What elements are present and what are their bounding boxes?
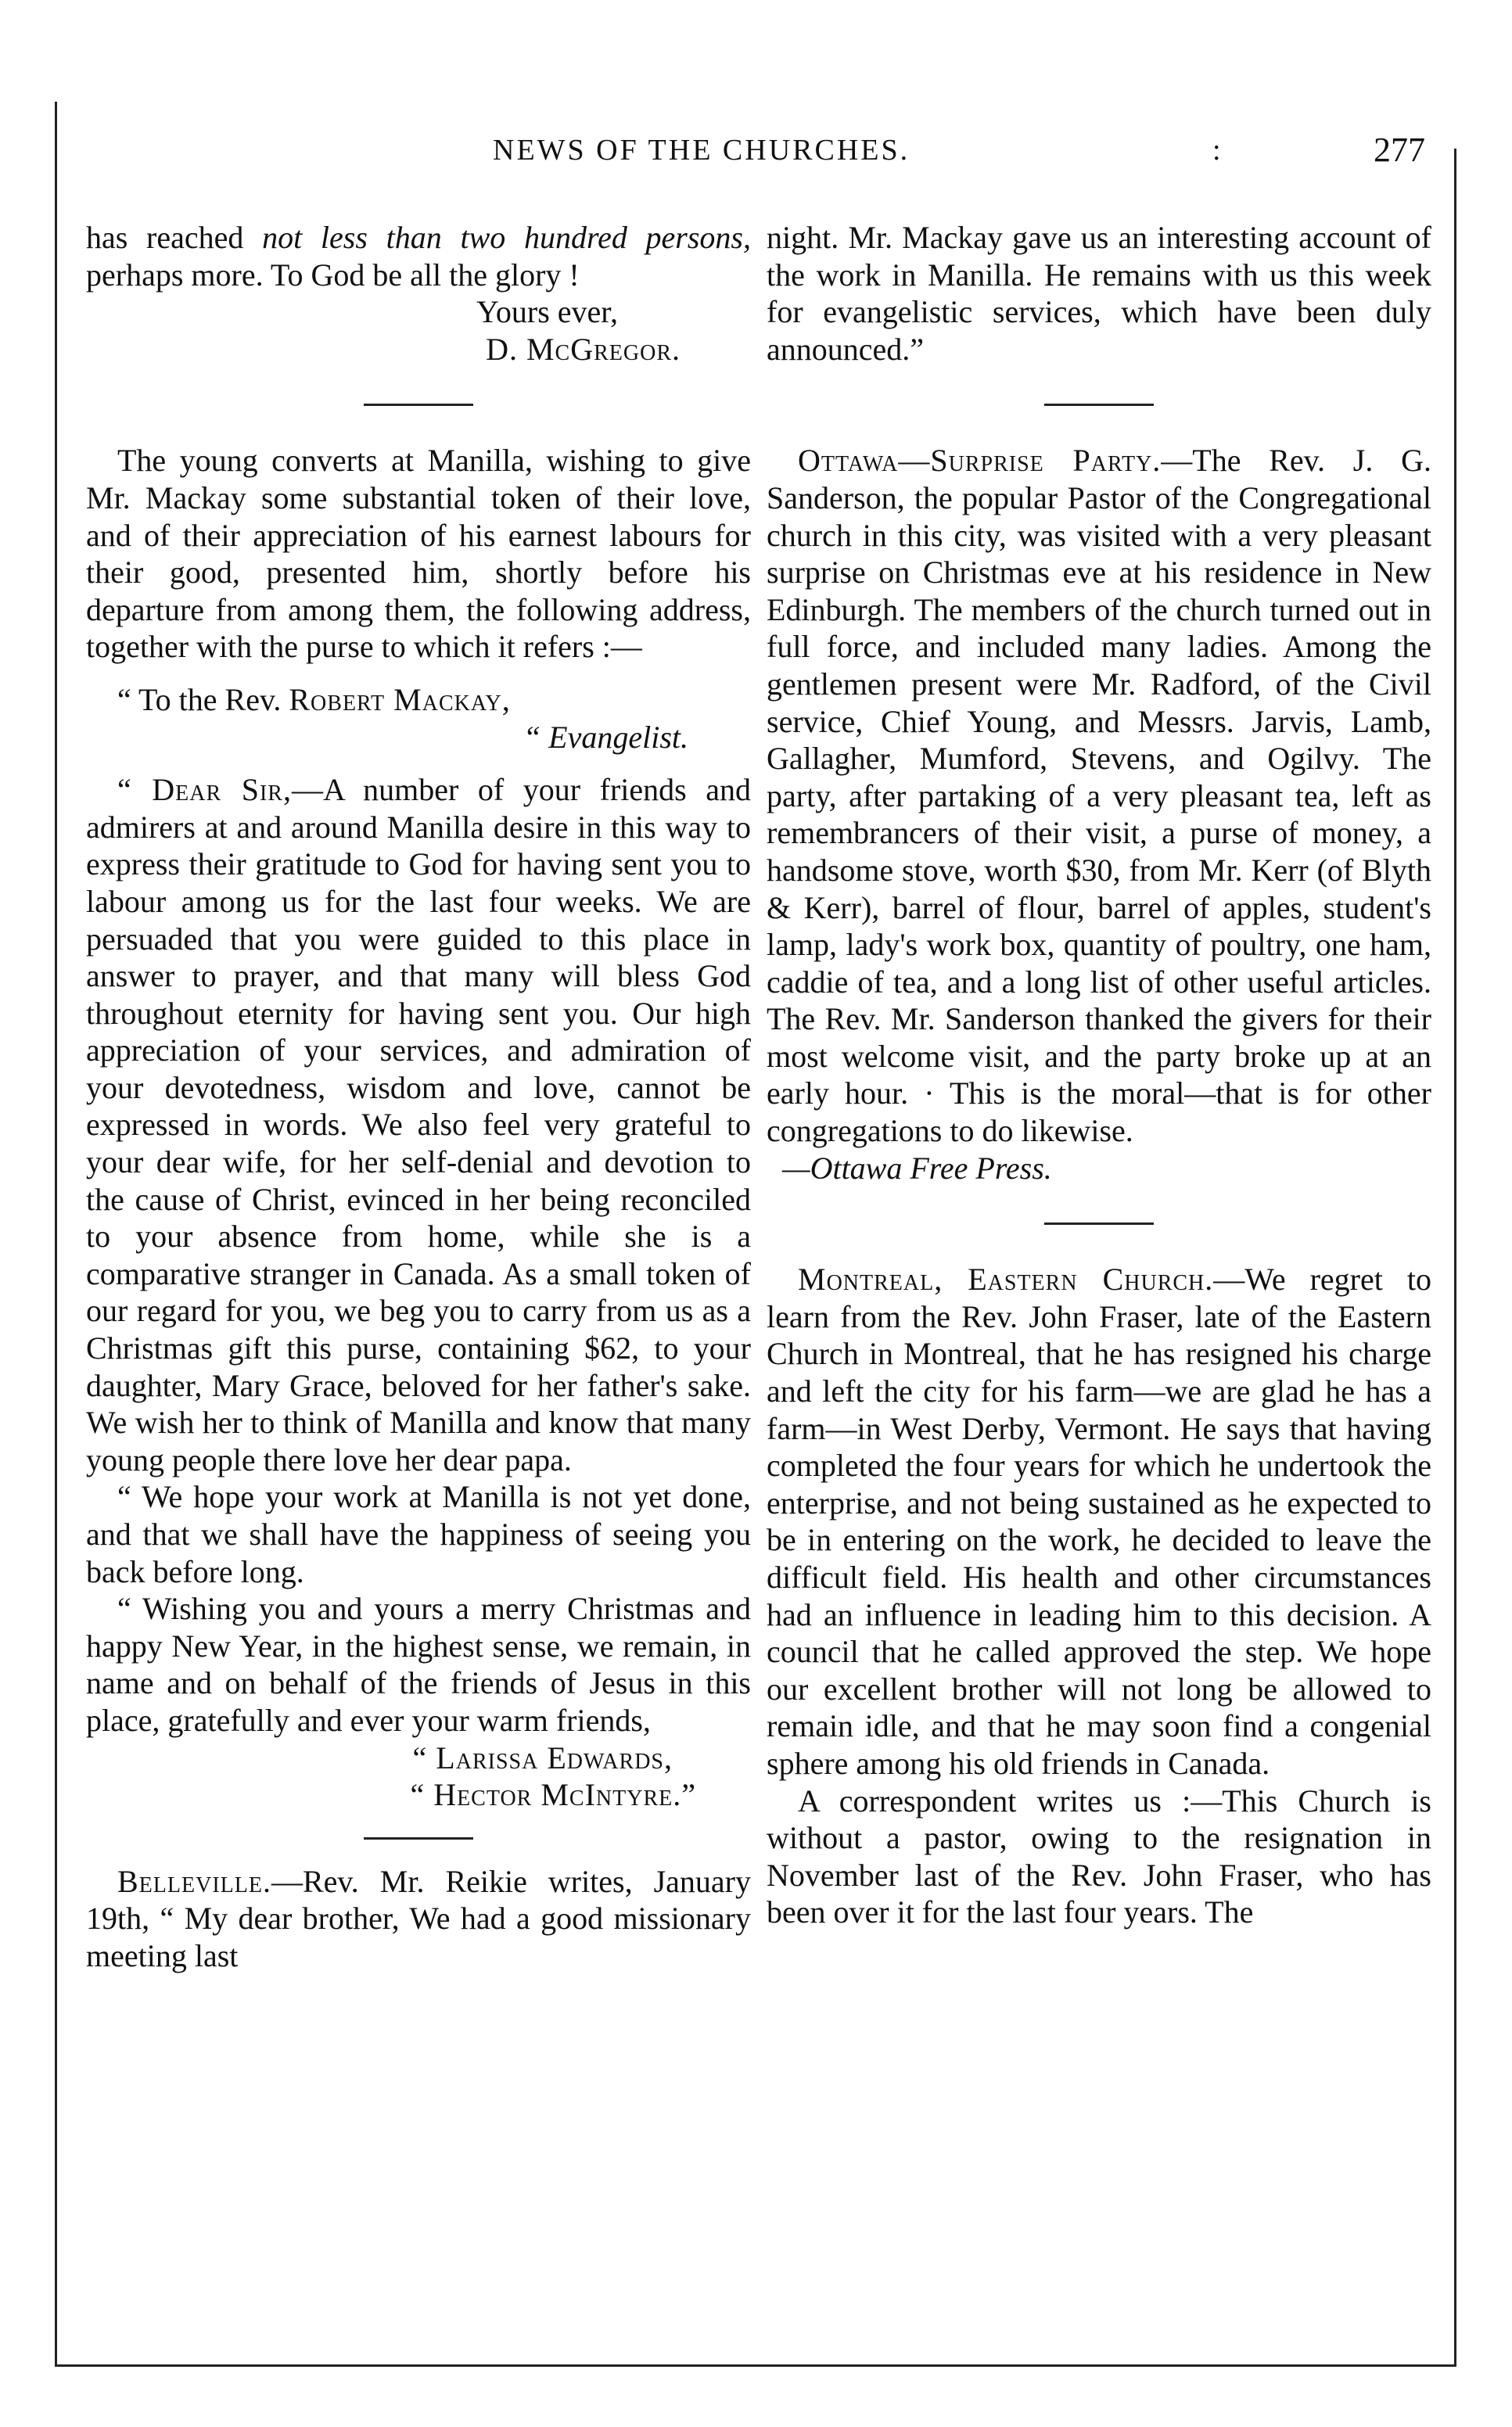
- montreal-paragraph: Montreal, Eastern Church.—We regret to learn from the Rev. John Fraser, late of the Eastern Church in Montreal, that he has resigned his charge and left the city for his farm—we are glad he has a farm—in West Derby, Vermont. He says that having completed the four years for which he undertook the enterprise, and not being sustained as he expected to be in entering on the work, he decided to leave the difficult field. His health and other circumstances had an influence in leading him to this decision. A council that he called approved the step. We hope our excellent brother will not long be allowed to remain idle, and that he may soon find a congenial sphere among his old friends in Canada.: [767, 1262, 1431, 1781]
- closing-name-2: “ Hector McIntyre.”: [410, 1777, 696, 1813]
- address-recipient: “ To the Rev. Robert Mackay,: [117, 681, 511, 717]
- right-border-rule: [1454, 149, 1456, 2366]
- dear-sir-paragraph: “ Dear Sir,—A number of your friends and admirers at and around Manilla desire in this way to express their gratitude to God for having sent you to labour among us for the last four weeks. We are persuaded that you were guided to this place in answer to prayer, and that many will bless God throughout eternity for having sent you. Our high appreciation of your services, and admiration of your devotedness, wisdom and love, cannot be expressed in words. We also feel very grateful to your dear wife, for her self-denial and devotion to the cause of Christ, evinced in her being reconciled to your absence from home, while she is a comparative stranger in Canada. As a small token of our regard for you, we beg you to carry from us as a Christmas gift this purse, containing $62, to your daughter, Mary Grace, beloved for her father's sake. We wish her to think of Manilla and know that many young people there love her dear papa.: [86, 772, 751, 1477]
- left-border-rule: [55, 102, 57, 2366]
- header-separator: :: [1212, 134, 1221, 167]
- wishing-paragraph: “ Wishing you and yours a merry Christmas and happy New Year, in the highest sense, we remain, in name and on behalf of the friends of Jesus in this place, gratefully and ever your warm friends,: [86, 1591, 751, 1738]
- right-column: [767, 219, 1431, 1931]
- ottawa-paragraph: Ottawa—Surprise Party.—The Rev. J. G. Sanderson, the popular Pastor of the Congregational church in this city, was visited with a very pleasant surprise on Christmas eve at his residence in New Edinburgh. The members of the church turned out in full force, and included many ladies. Among the gentlemen present were Mr. Radford, of the Civil service, Chief Young, and Messrs. Jarvis, Lamb, Gallagher, Mumford, Stevens, and Ogilvy. The party, after partaking of a very pleasant tea, left as remembrancers of their visit, a purse of money, a handsome stove, worth $30, from Mr. Kerr (of Blyth & Kerr), barrel of flour, barrel of apples, student's lamp, lady's work box, quantity of poultry, one ham, caddie of tea, and a long list of other useful articles. The Rev. Mr. Sanderson thanked the givers for their most welcome visit, and the party broke up at an early hour. · This is the moral—that is for other congregations to do likewise.: [767, 443, 1431, 1149]
- section-separator: [364, 1837, 473, 1840]
- ottawa-source: —Ottawa Free Press.: [782, 1150, 1052, 1186]
- yours-ever: Yours ever,: [476, 294, 618, 330]
- page: [55, 102, 1456, 2370]
- running-head: NEWS OF THE CHURCHES.: [493, 134, 910, 167]
- left-column: [86, 219, 751, 1975]
- closing-name-1: “ Larissa Edwards,: [412, 1739, 673, 1775]
- page-number: 277: [1374, 131, 1425, 169]
- section-separator: [364, 404, 473, 406]
- hope-paragraph: “ We hope your work at Manilla is not yet done, and that we shall have the happiness of seeing you back before long.: [86, 1479, 751, 1589]
- young-converts-paragraph: The young converts at Manilla, wishing to give Mr. Mackay some substantial token of their love, and of their appreciation of his earnest labours for their good, presented him, shortly before his departure from among them, the following address, together with the purse to which it refers :—: [86, 443, 751, 665]
- signer-mcgregor: D. McGregor.: [486, 331, 681, 367]
- section-separator: [1044, 1222, 1154, 1225]
- belleville-paragraph: Belleville.—Rev. Mr. Reikie writes, January 19th, “ My dear brother, We had a good missionary meeting last: [86, 1863, 751, 1973]
- section-separator: [1044, 404, 1154, 406]
- page-header: [55, 133, 1456, 180]
- manilla-letter-closing-paragraph: has reached not less than two hundred persons, perhaps more. To God be all the glory !: [86, 220, 751, 293]
- correspondent-paragraph: A correspondent writes us :—This Church is without a pastor, owing to the resignation in November last of the Rev. John Fraser, who has been over it for the last four years. The: [767, 1783, 1431, 1930]
- belleville-continued-paragraph: night. Mr. Mackay gave us an interesting account of the work in Manilla. He remains with us this week for evangelistic services, which have been duly announced.”: [767, 220, 1431, 367]
- bottom-border-rule: [55, 2364, 1456, 2367]
- address-title: “ Evangelist.: [523, 719, 688, 755]
